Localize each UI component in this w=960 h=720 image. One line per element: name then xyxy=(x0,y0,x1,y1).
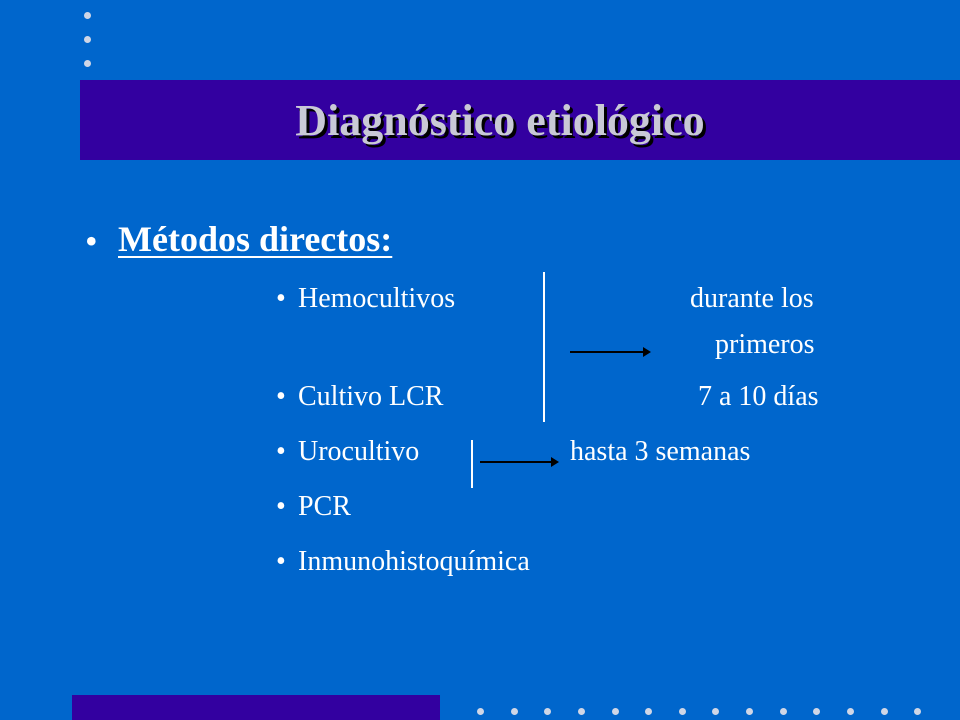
decorative-dot xyxy=(847,708,854,715)
note-days: 7 a 10 días xyxy=(698,381,819,412)
decorative-dot xyxy=(645,708,652,715)
title-bar xyxy=(80,80,960,160)
note-duration-line2: primeros xyxy=(715,329,815,360)
bullet-icon: • xyxy=(276,381,286,412)
bullet-icon: • xyxy=(276,546,286,577)
arrow-icon xyxy=(480,461,553,463)
decorative-dot xyxy=(881,708,888,715)
list-item-urocultivo: Urocultivo xyxy=(298,436,420,467)
list-item-cultivo-lcr: Cultivo LCR xyxy=(298,381,444,412)
bracket-line xyxy=(471,440,473,488)
decorative-dot xyxy=(679,708,686,715)
decorative-dot xyxy=(746,708,753,715)
note-weeks: hasta 3 semanas xyxy=(570,436,751,467)
list-item-hemocultivos: Hemocultivos xyxy=(298,283,456,314)
bullet-icon: • xyxy=(85,221,98,261)
decorative-dot xyxy=(84,60,91,67)
bullet-icon: • xyxy=(276,436,286,467)
decorative-dot xyxy=(578,708,585,715)
bullet-icon: • xyxy=(276,491,286,522)
note-duration-line1: durante los xyxy=(690,283,814,314)
decorative-dot xyxy=(712,708,719,715)
decorative-dot xyxy=(84,12,91,19)
decorative-dot xyxy=(511,708,518,715)
bottom-bar xyxy=(72,695,440,720)
main-heading: Métodos directos: xyxy=(118,219,393,259)
list-item-pcr: PCR xyxy=(298,491,351,522)
bracket-line xyxy=(543,272,545,422)
arrow-icon xyxy=(570,351,645,353)
decorative-dot xyxy=(914,708,921,715)
decorative-dot xyxy=(780,708,787,715)
decorative-dot xyxy=(544,708,551,715)
decorative-dot xyxy=(612,708,619,715)
decorative-dot xyxy=(813,708,820,715)
decorative-dot xyxy=(477,708,484,715)
decorative-dot xyxy=(84,36,91,43)
slide-title: Diagnóstico etiológico xyxy=(295,95,705,145)
bullet-icon: • xyxy=(276,283,286,314)
list-item-inmunohistoquimica: Inmunohistoquímica xyxy=(298,546,530,577)
